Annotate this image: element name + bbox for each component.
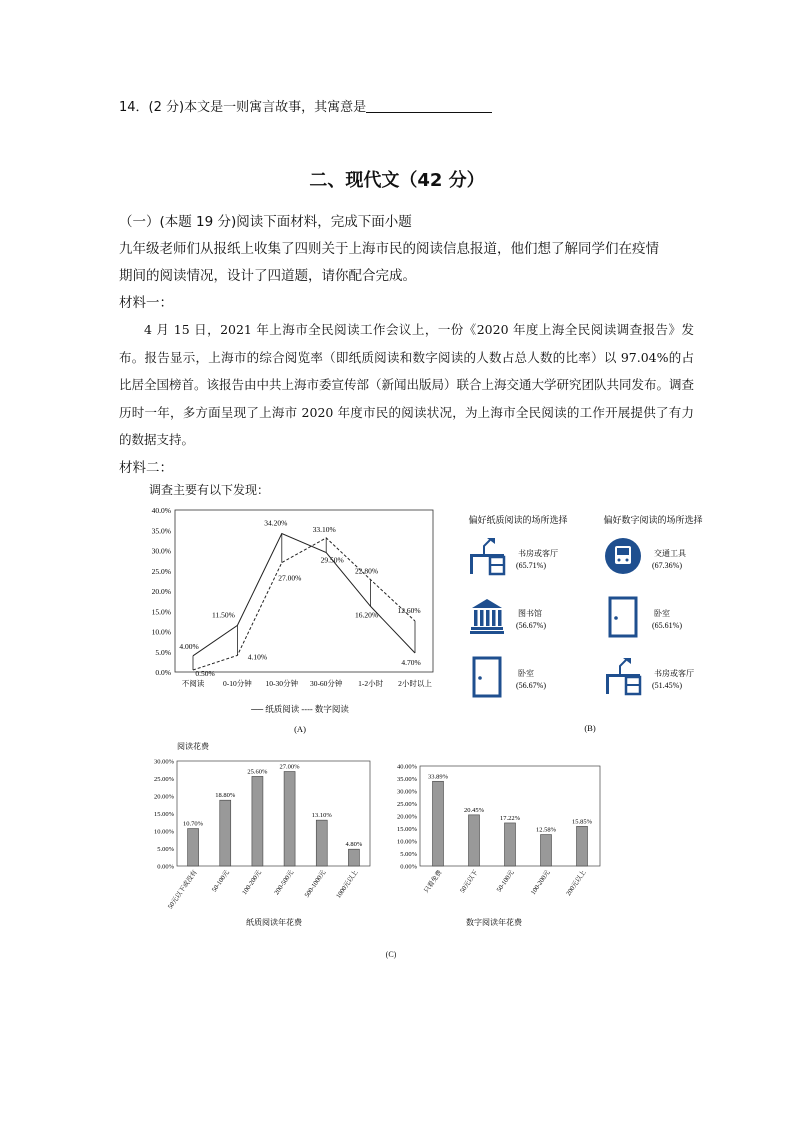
bar xyxy=(469,815,480,866)
bar-value-label: 15.85% xyxy=(571,818,593,826)
question-14 xyxy=(119,96,492,115)
chart-a-caption: (A) xyxy=(294,724,306,734)
digital-value-label: 12.60% xyxy=(397,605,421,615)
desk-lamp-icon xyxy=(470,538,504,574)
bar-value-label: 13.10% xyxy=(311,812,332,820)
section-title: 二、现代文（42 分） xyxy=(309,170,485,191)
y-tick-label: 0.0% xyxy=(155,668,171,677)
question-14-text: 14．(2 分)本文是一则寓言故事，其寓意是 xyxy=(119,100,367,115)
answer-blank[interactable] xyxy=(366,99,492,113)
bar xyxy=(348,849,359,866)
location-value: (56.67%) xyxy=(516,681,546,690)
series-digital-line xyxy=(193,538,415,670)
digital-value-label: 22.80% xyxy=(355,566,379,576)
paper-value-label: 16.20% xyxy=(355,610,379,620)
y-tick-label: 5.00% xyxy=(400,851,417,858)
chart-b-caption: (B) xyxy=(584,723,596,733)
bar-value-label: 20.45% xyxy=(463,806,485,814)
chart-c2-xlabel: 数字阅读年花费 xyxy=(466,918,522,927)
location-value: (67.36%) xyxy=(652,561,682,570)
x-tick-label: 100-200元 xyxy=(529,869,552,897)
y-tick-label: 30.0% xyxy=(151,546,171,556)
chart-c-title: 阅读花费 xyxy=(177,742,209,751)
paper-value-label: 29.50% xyxy=(320,555,344,565)
y-tick-label: 0.00% xyxy=(157,863,174,871)
bar xyxy=(188,829,199,866)
bar xyxy=(433,781,444,866)
y-tick-label: 40.00% xyxy=(396,763,417,771)
digital-value-label: 33.10% xyxy=(312,524,336,534)
y-tick-label: 5.00% xyxy=(157,846,174,853)
bar-value-label: 25.60% xyxy=(247,768,268,776)
y-tick-label: 20.00% xyxy=(153,793,174,801)
x-tick-label: 1000元以上 xyxy=(335,869,360,900)
library-icon xyxy=(470,599,504,634)
bar xyxy=(252,776,263,866)
chart-b-right-title: 偏好数字阅读的场所选择 xyxy=(603,515,703,525)
bar xyxy=(541,835,552,866)
chart-c1-xlabel: 纸质阅读年花费 xyxy=(246,918,302,927)
chart-c-digital-spend xyxy=(390,760,610,932)
x-tick-label: 不阅读 xyxy=(181,679,205,688)
door-icon xyxy=(610,598,636,636)
material-1-text: 4 月 15 日，2021 年上海市全民阅读工作会议上，一份《2020 年度上海全民阅读调查报告》发布。报告显示，上海市的综合阅览率（即纸质阅读和数字阅读的人数占总人数的比率）以 97.04%的占比居全国榜首。该报告由中共上海市委宣传部（新闻出版局）联合上海交通大学研究团队共同发布。调查历时一年，多方面呈现了上海市 2020 年度市民的阅读状况，为上海市全民阅读的工作开展提供了有力的数据支持。 xyxy=(119,322,695,447)
bar xyxy=(577,826,588,866)
x-tick-label: 50元以下 xyxy=(458,869,480,895)
digital-value-label: 4.10% xyxy=(247,652,268,662)
location-label: 书房或客厅 xyxy=(654,669,694,678)
y-tick-label: 10.00% xyxy=(396,838,417,846)
x-tick-label: 200元以上 xyxy=(565,869,588,898)
digital-value-label: 27.00% xyxy=(278,573,302,583)
location-label: 交通工具 xyxy=(654,549,686,558)
location-label: 书房或客厅 xyxy=(518,549,558,558)
x-tick-label: 10-30分钟 xyxy=(265,679,299,688)
location-value: (56.67%) xyxy=(516,621,546,630)
bar-value-label: 10.70% xyxy=(183,820,204,828)
chart-b-locations xyxy=(458,508,708,740)
y-tick-label: 35.0% xyxy=(151,526,171,536)
paper-value-label: 11.50% xyxy=(211,610,235,620)
y-tick-label: 25.00% xyxy=(153,776,174,783)
bar xyxy=(505,823,516,866)
location-value: (65.71%) xyxy=(516,561,546,570)
x-tick-label: 500-1000元 xyxy=(303,869,328,899)
digital-value-label: 0.50% xyxy=(195,668,215,678)
chart-b-left-title: 偏好纸质阅读的场所选择 xyxy=(468,515,568,525)
x-tick-label: 1-2小时 xyxy=(358,679,384,688)
material-2-label: 材料二： xyxy=(119,460,173,476)
x-tick-label: 50-100元 xyxy=(210,869,231,894)
bar-value-label: 33.89% xyxy=(427,773,449,781)
y-tick-label: 10.00% xyxy=(153,828,174,836)
bar-value-label: 12.58% xyxy=(535,826,557,834)
chart-a-legend: ── 纸质阅读 ---- 数字阅读 xyxy=(251,704,349,714)
chart-a-frame xyxy=(175,510,433,672)
paper-value-label: 4.70% xyxy=(401,657,421,667)
bar xyxy=(284,772,295,867)
y-tick-label: 20.0% xyxy=(151,587,171,596)
part-heading: （一）(本题 19 分)阅读下面材料，完成下面小题 xyxy=(119,214,412,230)
x-tick-label: 50-100元 xyxy=(495,869,516,894)
y-tick-label: 15.0% xyxy=(151,607,171,617)
location-value: (51.45%) xyxy=(652,681,682,690)
y-tick-label: 30.00% xyxy=(396,788,417,796)
bar-value-label: 4.80% xyxy=(345,841,363,849)
chart-c-paper-spend xyxy=(140,736,380,932)
location-label: 卧室 xyxy=(518,669,534,678)
bar-value-label: 18.80% xyxy=(215,792,236,800)
y-tick-label: 40.0% xyxy=(151,506,171,515)
y-tick-label: 10.0% xyxy=(151,627,171,637)
location-value: (65.61%) xyxy=(652,621,682,630)
bar-value-label: 17.22% xyxy=(499,814,521,822)
location-label: 图书馆 xyxy=(518,609,542,618)
chart-c1-frame xyxy=(177,761,370,866)
chart-c-caption: (C) xyxy=(385,950,397,959)
material-1-label: 材料一： xyxy=(119,295,173,311)
x-tick-label: 50元以下或没有 xyxy=(166,869,199,911)
chart-a-reading-time xyxy=(140,500,446,740)
desk-lamp-icon xyxy=(606,658,640,694)
x-tick-label: 200-500元 xyxy=(273,869,296,897)
y-tick-label: 15.00% xyxy=(396,826,417,833)
x-tick-label: 0-10分钟 xyxy=(223,679,252,688)
intro-line-2: 期间的阅读情况，设计了四道题，请你配合完成。 xyxy=(119,268,416,284)
x-tick-label: 只看免费 xyxy=(422,869,444,895)
y-tick-label: 20.00% xyxy=(396,813,417,821)
y-tick-label: 15.00% xyxy=(153,811,174,818)
y-tick-label: 0.00% xyxy=(400,863,417,871)
bus-icon xyxy=(605,538,641,574)
door-icon xyxy=(474,658,500,696)
location-label: 卧室 xyxy=(654,609,670,618)
y-tick-label: 30.00% xyxy=(153,758,174,766)
paper-value-label: 4.00% xyxy=(179,641,199,651)
x-tick-label: 100-200元 xyxy=(241,869,264,897)
series-paper-line xyxy=(193,534,415,656)
intro-line-1: 九年级老师们从报纸上收集了四则关于上海市民的阅读信息报道，他们想了解同学们在疫情 xyxy=(119,241,659,257)
y-tick-label: 5.0% xyxy=(155,647,171,657)
x-tick-label: 30-60分钟 xyxy=(309,679,343,688)
x-tick-label: 2小时以上 xyxy=(398,679,432,688)
y-tick-label: 25.0% xyxy=(151,566,171,576)
y-tick-label: 25.00% xyxy=(396,801,417,808)
bar xyxy=(220,800,231,866)
y-tick-label: 35.00% xyxy=(396,776,417,783)
finding-intro: 调查主要有以下发现： xyxy=(149,483,270,497)
paper-value-label: 34.20% xyxy=(264,518,288,528)
bar-value-label: 27.00% xyxy=(279,763,300,771)
bar xyxy=(316,820,327,866)
